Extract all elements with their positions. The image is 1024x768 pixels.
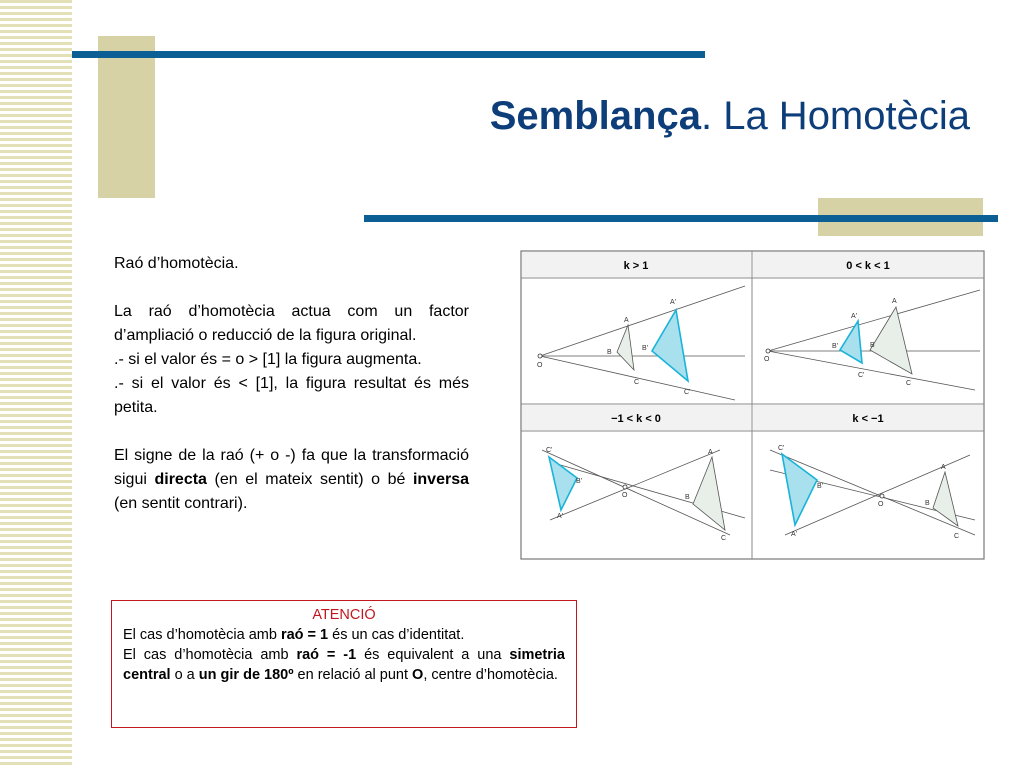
point-B-prime: B': [576, 478, 583, 485]
homothety-figure: [520, 250, 985, 560]
spacer: [114, 420, 469, 444]
body-heading: Raó d’homotècia.: [114, 255, 239, 272]
point-A-prime: A': [557, 513, 564, 520]
point-B-prime: B': [832, 343, 839, 350]
point-O: O: [878, 501, 884, 508]
point-C: C: [634, 379, 640, 386]
note-l2-mid2: o a: [170, 667, 199, 683]
note-l2-bold-rotation: un gir de 180º: [198, 667, 294, 683]
point-B: B: [870, 342, 875, 349]
body-text: [114, 252, 469, 516]
point-A: A: [708, 449, 713, 456]
title-rest: . La Homotècia: [700, 94, 970, 138]
point-C: C: [906, 380, 912, 387]
note-l2-mid3: en relació al punt: [293, 667, 413, 683]
point-A-prime: A': [670, 299, 677, 306]
spacer: [114, 276, 469, 300]
point-C: C: [721, 535, 727, 542]
note-l2-bold-symmetry: simetria central: [123, 647, 565, 683]
para3-pre: El signe de la raó (+ o -) fa que la transformació sigui: [114, 447, 469, 488]
body-para-1: La raó d’homotècia actua com un factor d’ampliació o reducció de la figura original.: [114, 303, 469, 344]
title-bold: Semblança: [489, 94, 701, 138]
point-A: A: [624, 317, 629, 324]
note-l2-pre: El cas d’homotècia amb: [123, 647, 297, 663]
note-l1-post: és un cas d’identitat.: [328, 627, 465, 643]
note-line-2: [123, 645, 565, 685]
para3-mid: (en el mateix sentit) o bé: [206, 471, 413, 488]
point-B: B: [925, 500, 930, 507]
point-C-prime: C': [858, 372, 865, 379]
point-B: B: [685, 494, 690, 501]
panel-3-label: −1 < k < 0: [611, 413, 661, 425]
note-heading: ATENCIÓ: [312, 607, 376, 623]
note-l1-bold: raó = 1: [280, 627, 329, 643]
decorative-bar-top: [72, 51, 705, 58]
slide-title: [490, 94, 970, 139]
point-B-prime: B': [642, 345, 649, 352]
point-C-prime: C': [546, 447, 553, 454]
point-C: C: [954, 533, 960, 540]
note-l2-mid1: és equivalent a una: [356, 647, 510, 663]
point-C-prime: C': [778, 445, 785, 452]
decorative-bar-bottom: [364, 215, 998, 222]
point-B-prime: B': [817, 483, 824, 490]
body-para-3: [114, 444, 469, 516]
point-C-prime: C': [684, 389, 691, 396]
point-O: O: [764, 356, 770, 363]
point-O: O: [622, 492, 628, 499]
decorative-tan-block-left: [98, 36, 155, 198]
point-A-prime: A': [851, 313, 858, 320]
note-l2-bold-point: O: [412, 667, 424, 683]
note-l2-bold-ratio: raó = -1: [296, 647, 357, 663]
point-A: A: [941, 464, 946, 471]
para3-bold-directa: directa: [154, 471, 207, 488]
note-l1-pre: El cas d’homotècia amb: [123, 627, 281, 643]
panel-1-label: k > 1: [623, 260, 649, 272]
body-bullet-2: .- si el valor és < [1], la figura resultat és més petita.: [114, 375, 469, 416]
point-A: A: [892, 298, 897, 305]
point-O: O: [537, 362, 543, 369]
point-A-prime: A': [791, 531, 798, 538]
panel-2-label: 0 < k < 1: [846, 260, 890, 272]
note-line-1: [123, 625, 565, 645]
note-l2-post: , centre d’homotècia.: [423, 667, 558, 683]
decorative-stripes: [0, 0, 72, 768]
panel-4-label: k < −1: [852, 413, 884, 425]
para3-bold-inversa: inversa: [412, 471, 469, 488]
point-B: B: [607, 349, 612, 356]
body-bullet-1: .- si el valor és = o > [1] la figura augmenta.: [114, 351, 422, 368]
attention-note: [111, 600, 577, 728]
para3-post: (en sentit contrari).: [114, 495, 248, 512]
